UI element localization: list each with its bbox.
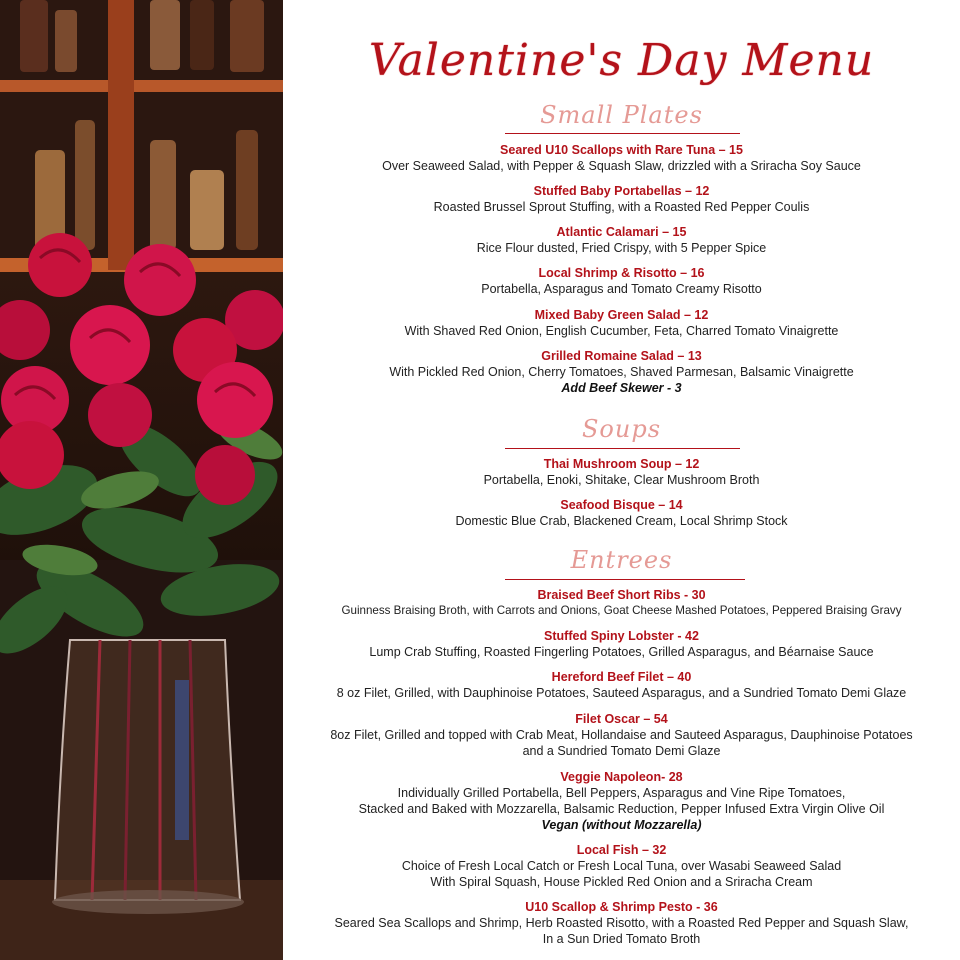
item-description: Roasted Brussel Sprout Stuffing, with a Roasted Red Pepper Coulis — [433, 200, 810, 214]
menu-item — [283, 265, 960, 297]
menu-panel — [283, 0, 960, 960]
item-name: Stuffed Baby Portabellas – 12 — [533, 184, 710, 198]
menu-item — [283, 142, 960, 174]
menu-item — [283, 769, 960, 833]
item-description: Domestic Blue Crab, Blackened Cream, Local Shrimp Stock — [455, 514, 788, 528]
item-description: Stacked and Baked with Mozzarella, Balsamic Reduction, Pepper Infused Extra Virgin Olive Oil — [358, 802, 885, 816]
item-name: Braised Beef Short Ribs - 30 — [537, 588, 706, 602]
item-vegan-note: Vegan (without Mozzarella) — [541, 818, 702, 832]
item-description: With Spiral Squash, House Pickled Red Onion and a Sriracha Cream — [430, 875, 813, 889]
item-description: With Pickled Red Onion, Cherry Tomatoes, Shaved Parmesan, Balsamic Vinaigrette — [389, 365, 854, 379]
section-divider — [505, 133, 740, 134]
item-description: 8 oz Filet, Grilled, with Dauphinoise Potatoes, Sauteed Asparagus, and a Sundried Tomato Demi Glaze — [336, 686, 907, 700]
roses-photo — [0, 0, 283, 960]
menu-item — [283, 224, 960, 256]
item-description: 8oz Filet, Grilled and topped with Crab Meat, Hollandaise and Sauteed Asparagus, Dauphinoise Potatoes — [330, 728, 913, 742]
item-description: Seared Sea Scallops and Shrimp, Herb Roasted Risotto, with a Roasted Red Pepper and Squash Slaw, — [334, 916, 909, 930]
menu-item — [283, 456, 960, 488]
section-divider — [505, 579, 745, 580]
section-title-entrees: Entrees — [570, 546, 673, 574]
item-description: and a Sundried Tomato Demi Glaze — [522, 744, 721, 758]
item-description: Lump Crab Stuffing, Roasted Fingerling Potatoes, Grilled Asparagus, and Béarnaise Sauce — [369, 645, 874, 659]
menu-item — [283, 307, 960, 339]
menu-item — [283, 842, 960, 890]
menu-item — [283, 348, 960, 396]
menu-title: Valentine's Day Menu — [368, 35, 875, 86]
menu-item — [283, 497, 960, 529]
roses-vase-illustration — [0, 0, 283, 960]
item-name: Hereford Beef Filet – 40 — [551, 670, 692, 684]
menu-item — [283, 899, 960, 947]
item-description: Rice Flour dusted, Fried Crispy, with 5 Pepper Spice — [476, 241, 767, 255]
menu-item — [283, 183, 960, 215]
item-name: Seafood Bisque – 14 — [560, 498, 683, 512]
menu-item — [283, 711, 960, 759]
item-name: U10 Scallop & Shrimp Pesto - 36 — [525, 900, 718, 914]
item-description: Individually Grilled Portabella, Bell Peppers, Asparagus and Vine Ripe Tomatoes, — [397, 786, 846, 800]
item-name: Grilled Romaine Salad – 13 — [541, 349, 702, 363]
item-name: Thai Mushroom Soup – 12 — [543, 457, 700, 471]
menu-item — [283, 628, 960, 660]
section-divider — [505, 448, 740, 449]
section-title-small-plates: Small Plates — [540, 101, 703, 129]
item-name: Atlantic Calamari – 15 — [556, 225, 687, 239]
vase-icon — [52, 640, 244, 914]
menu-item — [283, 669, 960, 701]
item-description: Guinness Braising Broth, with Carrots and Onions, Goat Cheese Mashed Potatoes, Peppered Braising Gravy — [341, 604, 902, 617]
item-description: Portabella, Asparagus and Tomato Creamy Risotto — [481, 282, 762, 296]
item-addon-note: Add Beef Skewer - 3 — [561, 381, 682, 395]
item-description: With Shaved Red Onion, English Cucumber, Feta, Charred Tomato Vinaigrette — [404, 324, 839, 338]
item-name: Veggie Napoleon- 28 — [560, 770, 683, 784]
item-name: Local Shrimp & Risotto – 16 — [538, 266, 705, 280]
menu-item — [283, 587, 960, 619]
item-name: Mixed Baby Green Salad – 12 — [534, 308, 709, 322]
item-description: Over Seaweed Salad, with Pepper & Squash Slaw, drizzled with a Sriracha Soy Sauce — [382, 159, 861, 173]
item-description: Portabella, Enoki, Shitake, Clear Mushroom Broth — [483, 473, 760, 487]
item-name: Stuffed Spiny Lobster - 42 — [544, 629, 699, 643]
item-name: Filet Oscar – 54 — [575, 712, 668, 726]
item-description: Choice of Fresh Local Catch or Fresh Local Tuna, over Wasabi Seaweed Salad — [401, 859, 842, 873]
item-name: Seared U10 Scallops with Rare Tuna – 15 — [500, 143, 743, 157]
item-description: In a Sun Dried Tomato Broth — [542, 932, 701, 946]
item-name: Local Fish – 32 — [576, 843, 667, 857]
section-title-soups: Soups — [581, 415, 662, 443]
